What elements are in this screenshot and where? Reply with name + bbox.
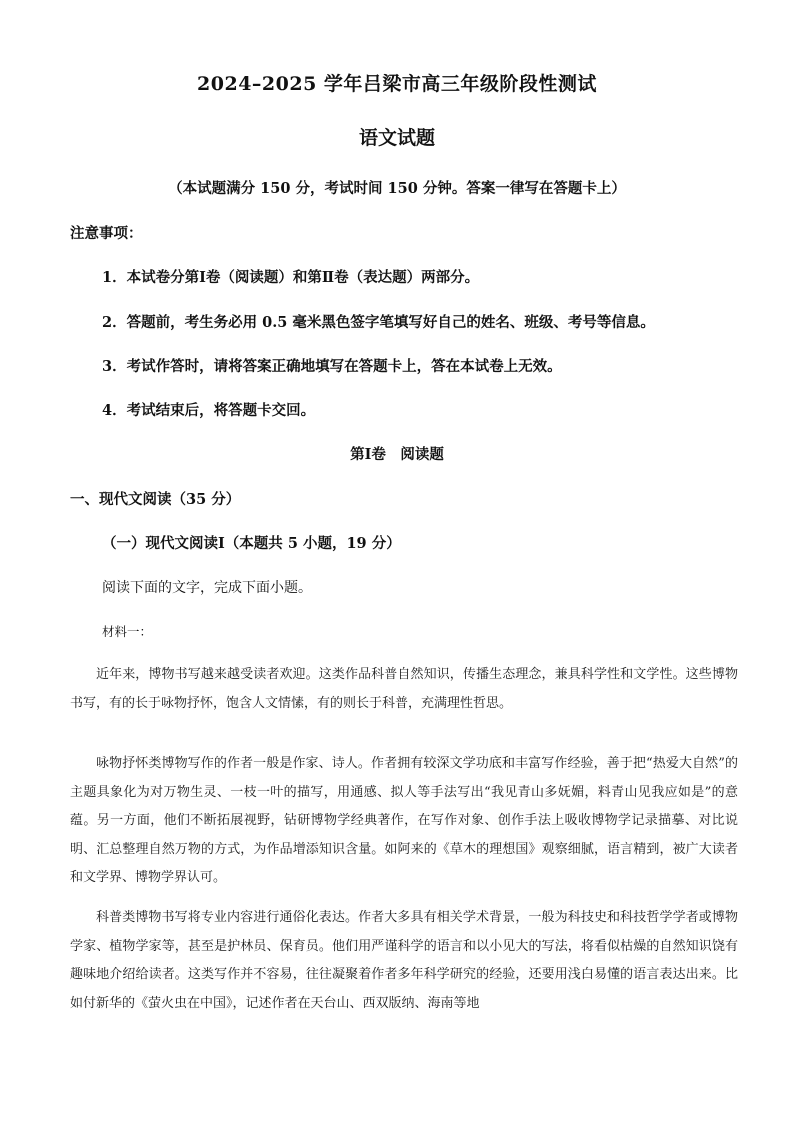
passage-paragraph — [70, 904, 738, 1018]
notice-item: 2．答题前，考生务必用 0.5 毫米黑色签字笔填写好自己的姓名、班级、考号等信息。 — [102, 314, 655, 331]
notice-item: 4．考试结束后，将答题卡交回。 — [102, 402, 316, 419]
section-heading: 一、现代文阅读（35 分） — [70, 491, 241, 508]
passage-paragraph — [70, 750, 738, 893]
paragraph-text: 近年来，博物书写越来越受读者欢迎。这类作品科普自然知识，传播生态理念，兼具科学性和文学性。这些博物书写，有的长于咏物抒怀，饱含人文情愫，有的则长于科普，充满理性哲思。 — [70, 667, 738, 711]
paragraph-text: 咏物抒怀类博物写作的作者一般是作家、诗人。作者拥有较深文学功底和丰富写作经验，善于把“热爱大自然”的主题具象化为对万物生灵、一枝一叶的描写，用通感、拟人等手法写出“我见青山多妩媚，料青山见我应如是”的意蕴。另一方面，他们不断拓展视野，钻研博物学经典著作，在写作对象、创作手法上吸收博物学记录描摹、对比说明、汇总整理自然万物的方式，为作品增添知识含量。如阿来的《草木的理想国》观察细腻，语言精到，被广大读者和文学界、博物学界认可。 — [70, 756, 738, 885]
reading-instruction: 阅读下面的文字，完成下面小题。 — [102, 580, 312, 596]
subsection-heading: （一）现代文阅读Ⅰ（本题共 5 小题，19 分） — [102, 535, 401, 552]
subject-title: 语文试题 — [358, 127, 435, 149]
passage-paragraph — [70, 661, 738, 718]
notice-item: 3．考试作答时，请将答案正确地填写在答题卡上，答在本试卷上无效。 — [102, 358, 562, 375]
exam-title: 2024–2025 学年吕梁市高三年级阶段性测试 — [197, 73, 597, 95]
notice-item: 1．本试卷分第Ⅰ卷（阅读题）和第Ⅱ卷（表达题）两部分。 — [102, 269, 480, 286]
notice-heading: 注意事项： — [70, 225, 143, 242]
paragraph-text: 科普类博物书写将专业内容进行通俗化表达。作者大多具有相关学术背景，一般为科技史和科技哲学学者或博物学家、植物学家等，甚至是护林员、保育员。他们用严谨科学的语言和以小见大的写法，将看似枯燥的自然知识饶有趣味地介绍给读者。这类写作并不容易，往往凝聚着作者多年科学研究的经验，还要用浅白易懂的语言表达出来。比如付新华的《萤火虫在中国》，记述作者在天台山、西双版纳、海南等地 — [70, 910, 738, 1011]
material-label: 材料一： — [102, 624, 153, 639]
part-title: 第Ⅰ卷 阅读题 — [350, 446, 444, 463]
exam-info: （本试题满分 150 分，考试时间 150 分钟。答案一律写在答题卡上） — [168, 180, 626, 197]
